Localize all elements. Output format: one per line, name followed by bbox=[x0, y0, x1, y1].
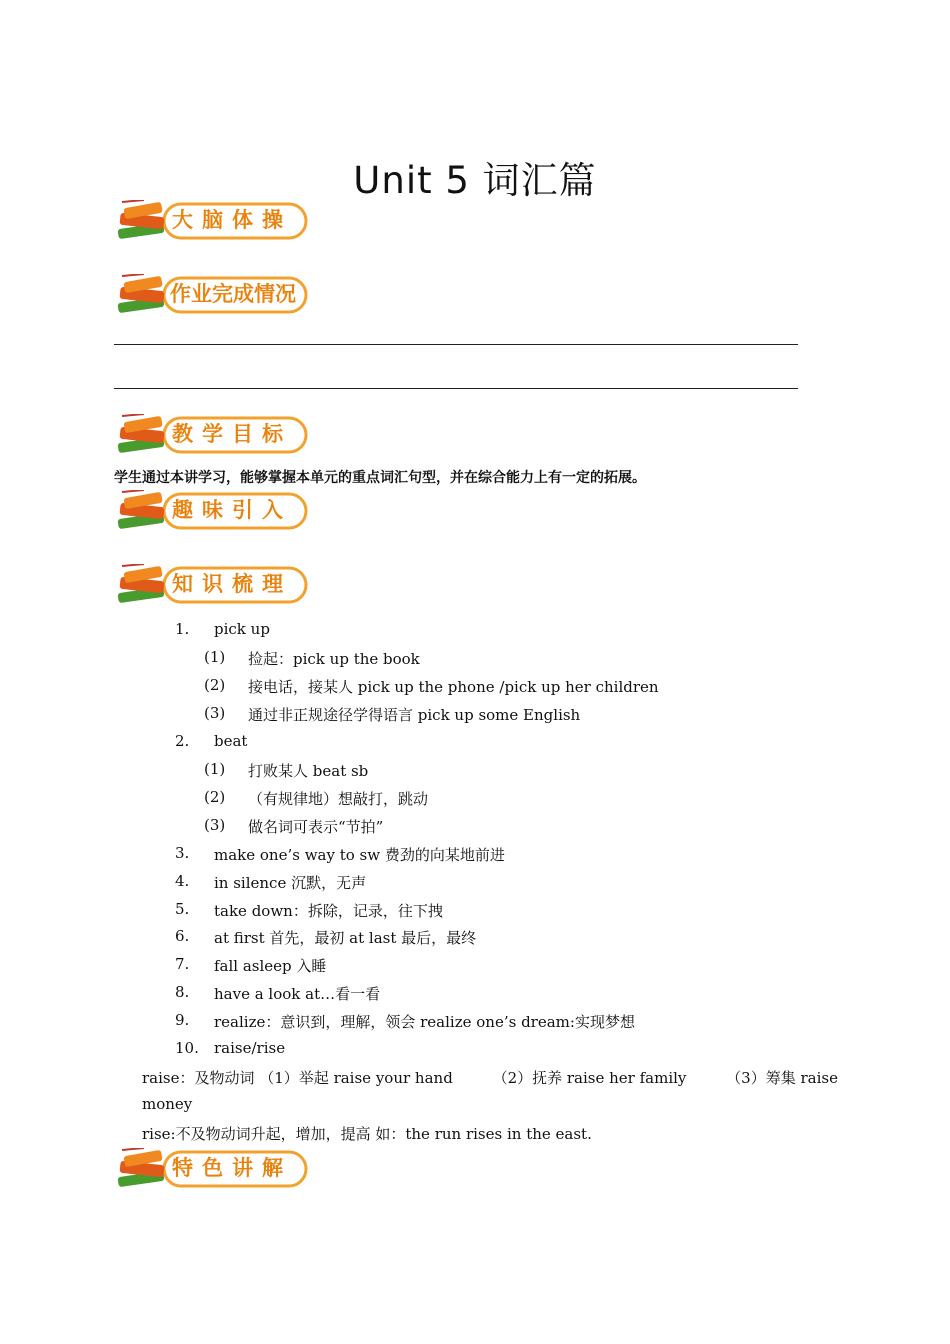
section-badge-fun bbox=[114, 490, 310, 534]
goal-text: 学生通过本讲学习，能够掌握本单元的重点词汇句型，并在综合能力上有一定的拓展。 bbox=[114, 470, 646, 486]
section-title: 大脑体操 bbox=[172, 208, 292, 232]
raise-continuation: money bbox=[142, 1095, 193, 1113]
section-title: 特色讲解 bbox=[172, 1156, 292, 1180]
page-title: Unit 5 词汇篇 bbox=[353, 159, 597, 202]
section-badge-feature bbox=[114, 1148, 310, 1192]
section-title: 知识梳理 bbox=[172, 572, 292, 596]
section-title: 教学目标 bbox=[172, 422, 292, 446]
rise-line: rise:不及物动词升起，增加，提高 如：the run rises in the east. bbox=[142, 1125, 592, 1143]
section-badge-goals bbox=[114, 414, 310, 458]
section-badge-homework bbox=[114, 274, 310, 318]
section-title: 作业完成情况 bbox=[170, 282, 296, 306]
homework-line bbox=[114, 388, 798, 389]
section-badge-brain bbox=[114, 200, 310, 244]
section-title: 趣味引入 bbox=[172, 498, 292, 522]
homework-line bbox=[114, 344, 798, 345]
section-badge-knowledge bbox=[114, 564, 310, 608]
raise-line: raise：及物动词 （1）举起 raise your hand （2）抚养 raise her family （3）筹集 raise bbox=[142, 1069, 838, 1087]
